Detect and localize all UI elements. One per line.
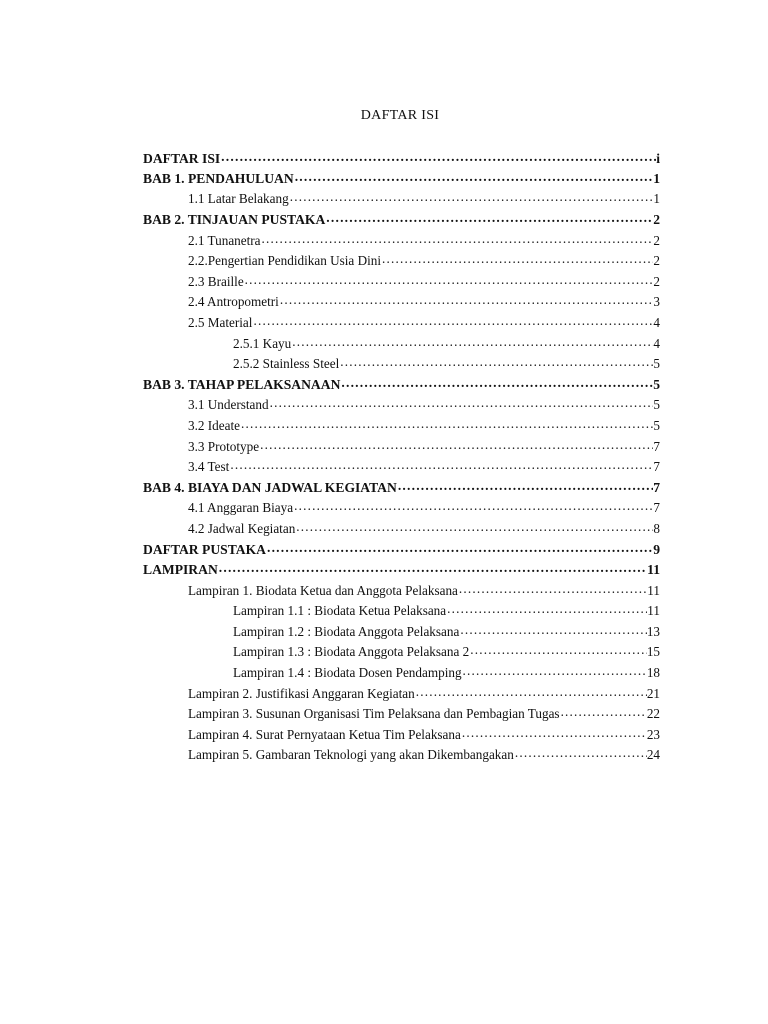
table-of-contents: [143, 149, 660, 767]
toc-entry-label: 3.2 Ideate: [188, 417, 240, 433]
toc-dot-leader: [462, 664, 647, 677]
toc-dot-leader: [244, 273, 654, 286]
toc-entry: [143, 437, 660, 458]
toc-dot-leader: [291, 334, 653, 347]
toc-dot-leader: [514, 746, 647, 759]
toc-entry-label: BAB 1. PENDAHULUAN: [143, 171, 294, 187]
toc-dot-leader: [259, 437, 653, 450]
toc-entry-page-number: 4: [653, 314, 660, 330]
toc-entry: [143, 479, 660, 500]
toc-entry-page-number: 1: [653, 191, 660, 207]
toc-entry: [143, 334, 660, 355]
toc-entry-label: DAFTAR PUSTAKA: [143, 541, 266, 557]
toc-entry-label: BAB 2. TINJAUAN PUSTAKA: [143, 212, 326, 228]
toc-entry: [143, 664, 660, 685]
toc-entry: [143, 561, 660, 582]
toc-entry-page-number: 15: [646, 644, 660, 660]
toc-entry-page-number: 7: [653, 438, 660, 454]
toc-dot-leader: [269, 396, 654, 409]
toc-entry: [143, 726, 660, 747]
toc-entry-label: 2.2.Pengertian Pendidikan Usia Dini: [188, 253, 382, 269]
toc-entry-page-number: 8: [653, 520, 660, 536]
toc-entry-label: 3.3 Prototype: [188, 438, 260, 454]
toc-entry: [143, 231, 660, 252]
toc-entry-page-number: 5: [653, 417, 660, 433]
toc-entry-page-number: 11: [647, 603, 660, 619]
toc-entry-page-number: 18: [646, 665, 660, 681]
toc-entry: [143, 746, 660, 767]
toc-entry-page-number: 2: [653, 212, 660, 228]
toc-entry: [143, 149, 660, 170]
toc-dot-leader: [240, 417, 653, 430]
toc-entry-label: 2.5.1 Kayu: [233, 335, 292, 351]
toc-dot-leader: [459, 623, 646, 636]
toc-entry-page-number: 4: [653, 335, 660, 351]
toc-entry: [143, 417, 660, 438]
toc-entry-page-number: 2: [653, 232, 660, 248]
toc-entry-page-number: 2: [653, 253, 660, 269]
toc-dot-leader: [252, 314, 653, 327]
toc-entry-label: 3.4 Test: [188, 459, 230, 475]
toc-entry-label: 2.5.2 Stainless Steel: [233, 356, 340, 372]
toc-entry-page-number: 2: [653, 273, 660, 289]
toc-entry-page-number: 13: [646, 623, 660, 639]
toc-entry-label: 4.2 Jadwal Kegiatan: [188, 520, 296, 536]
toc-entry-page-number: 22: [646, 706, 660, 722]
toc-dot-leader: [289, 190, 654, 203]
toc-dot-leader: [218, 561, 647, 575]
toc-entry-label: LAMPIRAN: [143, 562, 218, 578]
toc-entry-label: Lampiran 2. Justifikasi Anggaran Kegiatan: [188, 685, 415, 701]
toc-dot-leader: [293, 499, 653, 512]
toc-entry-label: Lampiran 1.2 : Biodata Anggota Pelaksana: [233, 623, 460, 639]
toc-dot-leader: [229, 458, 653, 471]
toc-entry: [143, 211, 660, 232]
toc-entry-label: 2.1 Tunanetra: [188, 232, 261, 248]
toc-entry: [143, 520, 660, 541]
toc-entry: [143, 314, 660, 335]
toc-dot-leader: [279, 293, 654, 306]
toc-entry: [143, 458, 660, 479]
toc-entry: [143, 581, 660, 602]
toc-entry-page-number: 21: [646, 685, 660, 701]
toc-entry: [143, 623, 660, 644]
toc-entry-label: Lampiran 5. Gambaran Teknologi yang akan Dikembangakan: [188, 747, 514, 763]
toc-entry-label: Lampiran 3. Susunan Organisasi Tim Pelaksana dan Pembagian Tugas: [188, 706, 560, 722]
toc-entry-label: 3.1 Understand: [188, 397, 269, 413]
toc-dot-leader: [560, 705, 647, 718]
toc-dot-leader: [381, 252, 653, 265]
toc-entry: [143, 684, 660, 705]
toc-entry-label: Lampiran 1.3 : Biodata Anggota Pelaksana 2: [233, 644, 470, 660]
toc-dot-leader: [294, 170, 654, 184]
toc-entry-label: 1.1 Latar Belakang: [188, 191, 289, 207]
toc-entry: [143, 396, 660, 417]
toc-entry: [143, 293, 660, 314]
toc-entry-label: Lampiran 1. Biodata Ketua dan Anggota Pelaksana: [188, 582, 458, 598]
toc-entry: [143, 252, 660, 273]
toc-entry-page-number: 7: [653, 500, 660, 516]
toc-dot-leader: [261, 231, 654, 244]
toc-entry-page-number: 3: [653, 294, 660, 310]
toc-entry-page-number: 5: [653, 356, 660, 372]
toc-entry: [143, 705, 660, 726]
toc-entry-page-number: 7: [653, 480, 660, 496]
toc-entry-label: Lampiran 1.4 : Biodata Dosen Pendamping: [233, 665, 462, 681]
toc-entry: [143, 602, 660, 623]
toc-dot-leader: [397, 479, 653, 493]
page-title: DAFTAR ISI: [360, 108, 440, 123]
toc-entry-page-number: 24: [646, 747, 660, 763]
toc-entry-page-number: 9: [653, 541, 660, 557]
toc-entry-page-number: 11: [647, 582, 660, 598]
toc-dot-leader: [340, 376, 653, 390]
toc-dot-leader: [415, 684, 647, 697]
toc-dot-leader: [458, 581, 647, 594]
toc-entry-page-number: 1: [653, 171, 660, 187]
toc-entry-label: BAB 3. TAHAP PELAKSANAAN: [143, 377, 341, 393]
toc-dot-leader: [220, 149, 656, 163]
toc-entry: [143, 190, 660, 211]
toc-entry-label: 4.1 Anggaran Biaya: [188, 500, 294, 516]
toc-entry-page-number: 23: [646, 726, 660, 742]
toc-entry: [143, 355, 660, 376]
toc-entry: [143, 376, 660, 397]
toc-entry-page-number: 5: [653, 377, 660, 393]
toc-entry-page-number: 7: [653, 459, 660, 475]
toc-dot-leader: [339, 355, 653, 368]
toc-dot-leader: [266, 540, 653, 554]
toc-dot-leader: [295, 520, 653, 533]
toc-entry-label: Lampiran 1.1 : Biodata Ketua Pelaksana: [233, 603, 447, 619]
toc-entry-label: Lampiran 4. Surat Pernyataan Ketua Tim Pelaksana: [188, 726, 461, 742]
toc-entry-label: 2.3 Braille: [188, 273, 244, 289]
toc-entry: [143, 499, 660, 520]
toc-entry-label: 2.4 Antropometri: [188, 294, 279, 310]
toc-entry: [143, 273, 660, 294]
toc-entry: [143, 643, 660, 664]
toc-dot-leader: [446, 602, 647, 615]
toc-entry-label: 2.5 Material: [188, 314, 253, 330]
toc-entry: [143, 170, 660, 191]
toc-entry-label: BAB 4. BIAYA DAN JADWAL KEGIATAN: [143, 480, 397, 496]
toc-dot-leader: [469, 643, 647, 656]
toc-entry: [143, 540, 660, 561]
toc-dot-leader: [461, 726, 647, 739]
toc-entry-label: DAFTAR ISI: [143, 150, 221, 166]
toc-entry-page-number: 11: [647, 562, 660, 578]
toc-entry-page-number: i: [656, 150, 660, 166]
toc-dot-leader: [325, 211, 653, 225]
toc-entry-page-number: 5: [653, 397, 660, 413]
